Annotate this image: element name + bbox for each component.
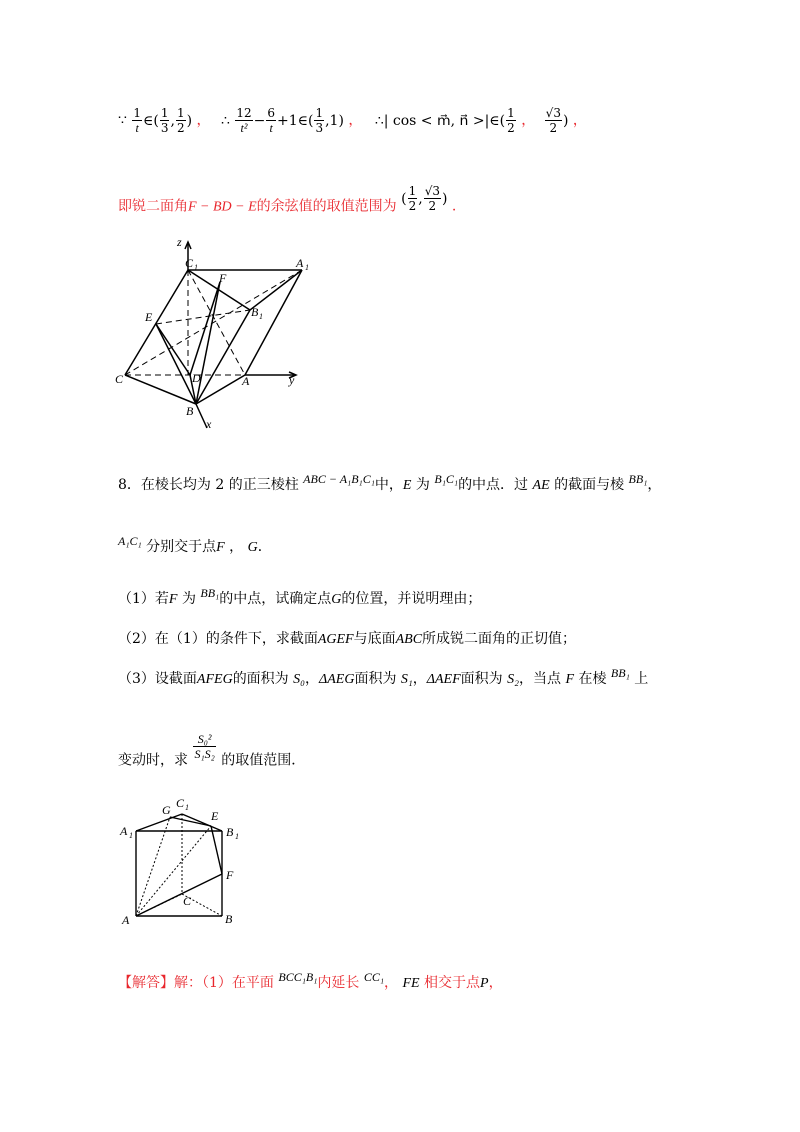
conclusion-text: 即锐二面角: [118, 198, 188, 215]
q1-end: 的位置，并说明理由；: [341, 591, 482, 607]
p8-comma: ，: [647, 477, 662, 493]
q3-end: 的取值范围．: [221, 752, 306, 769]
open-paren: (: [401, 190, 407, 207]
answer-p: P: [480, 976, 489, 991]
label-f: F: [219, 271, 227, 285]
p8-midpoint: 的中点．过: [458, 477, 529, 493]
edge-a-a1: [245, 270, 302, 375]
problem-8-line-2: [118, 536, 272, 556]
p8-section: 的截面与棱: [554, 477, 625, 493]
answer-text-2: 内延长: [317, 975, 360, 991]
in-open: ∈(: [143, 112, 159, 129]
minus: −: [253, 112, 266, 129]
q3-fraction: [193, 732, 215, 761]
plus-one: +1∈(: [276, 112, 314, 129]
frac-den: S₁S₂: [194, 747, 215, 761]
line-e-d: [156, 324, 190, 375]
q1-is: 为: [181, 591, 196, 607]
conclusion-line: [118, 184, 457, 221]
label-sub-1: 1: [185, 803, 189, 812]
label-a: A: [122, 913, 130, 927]
q3-afeg: AFEG: [196, 672, 233, 687]
p8-e: E: [402, 478, 412, 493]
comma: ,: [418, 190, 423, 207]
frac-num: S₀²: [193, 732, 215, 747]
separator: ，: [348, 112, 363, 129]
frac-den: 2: [549, 121, 558, 135]
answer-tag: 【解答】: [118, 975, 174, 991]
frac-num: 12: [236, 106, 252, 120]
label-sub-1: 1: [194, 263, 198, 272]
answer-end: ，: [488, 975, 503, 991]
p8-f: F: [216, 540, 225, 555]
label-sub-1: 1: [235, 832, 239, 841]
label-c: C: [115, 372, 124, 386]
period: .: [451, 198, 457, 215]
p8-intro: 8．在棱长均为 2 的正三棱柱: [118, 477, 299, 493]
answer-plane: BCC₁B₁: [278, 970, 318, 984]
q3-s2: S₂: [507, 672, 519, 687]
close-paren: ): [441, 190, 448, 207]
frac-1-2: [176, 106, 186, 135]
p8-b1c1: B₁C₁: [434, 472, 459, 486]
dashed-e-b1: [156, 310, 250, 324]
frac-sqrt3-2: [545, 106, 562, 135]
frac-den: 3: [160, 121, 169, 135]
p8-bb1: BB₁: [628, 472, 648, 486]
frac-num: 1: [408, 184, 417, 198]
frac-den: 2: [507, 121, 515, 135]
q1-intro: （1）若: [118, 591, 169, 607]
close-paren: ): [186, 112, 193, 129]
label-c1: C: [176, 796, 185, 810]
p8-g: G: [247, 540, 258, 555]
label-g: G: [162, 803, 171, 817]
conclusion-text-2: 的余弦值的取值范围为: [256, 198, 397, 215]
frac-num: 1: [160, 106, 169, 120]
q3-when: ，当点: [518, 671, 561, 687]
frac-den: 2: [176, 121, 185, 135]
label-b: B: [225, 912, 233, 926]
answer-fe: FE: [402, 976, 420, 991]
question-1: [118, 588, 481, 608]
label-c: C: [183, 894, 192, 908]
q3-s0: S₀: [293, 672, 306, 687]
q2-abc: ABC: [395, 632, 423, 647]
q1-f: F: [168, 592, 178, 607]
figure-1-prism-diagram: [110, 232, 320, 437]
q3-c1: ，: [305, 671, 320, 687]
label-e: E: [211, 809, 219, 823]
question-2: [118, 628, 576, 648]
label-b1: B: [251, 305, 259, 319]
q3-on: 在棱: [578, 671, 607, 687]
q3-line2: 变动时，求: [118, 752, 188, 769]
q3-up: 上: [634, 671, 649, 687]
tail: ,1): [325, 112, 344, 129]
label-d: D: [192, 371, 201, 385]
label-a1: A: [120, 824, 128, 838]
edge-a-b: [196, 375, 245, 404]
label-sub-1: 1: [129, 831, 133, 840]
frac-den: t²: [240, 121, 248, 135]
q3-f: F: [565, 672, 574, 687]
q2-mid: 与底面: [353, 631, 396, 647]
frac-num: 1: [315, 106, 324, 120]
p8-intersect: 分别交于点: [146, 539, 217, 555]
because-symbol: ∵: [118, 112, 127, 129]
answer-text-3: 相交于点: [424, 975, 481, 991]
figure-2-prism-diagram: [118, 790, 258, 935]
question-3: [118, 668, 648, 688]
frac-num: 1: [176, 106, 185, 120]
close-paren: ): [562, 112, 569, 129]
answer-text: 解：（1）在平面: [174, 975, 274, 991]
p8-a1c1: A₁C₁: [118, 534, 142, 548]
frac-num: 1: [507, 106, 515, 120]
p8-is: 为: [415, 477, 430, 493]
line-a-f: [136, 874, 222, 916]
label-a1: A: [296, 256, 304, 270]
label-a: A: [242, 374, 250, 388]
q3-intro: （3）设截面: [118, 671, 197, 687]
separator: ，: [521, 112, 536, 129]
label-b1: B: [226, 825, 234, 839]
frac-num: 1: [133, 106, 142, 120]
q3-s1: S₁: [400, 672, 413, 687]
dashed-c1-a: [188, 270, 245, 375]
edge-c-c1: [125, 270, 188, 375]
frac-den: t: [135, 121, 139, 135]
separator: ，: [196, 112, 211, 129]
label-b: B: [186, 404, 194, 418]
label-e: E: [145, 310, 153, 324]
dihedral-expr: F − BD − E: [188, 199, 257, 215]
separator: ，: [572, 112, 587, 129]
p8-dot: ．: [257, 539, 272, 555]
p8-mid: 中，: [374, 477, 403, 493]
therefore-symbol: ∴: [220, 112, 230, 129]
q3-area2: 面积为: [354, 671, 397, 687]
answer-cc1: CC₁: [363, 970, 385, 984]
frac-den: 2: [428, 199, 437, 213]
frac-den: 3: [315, 121, 324, 135]
q2-intro: （2）在（1）的条件下，求截面: [118, 631, 318, 647]
question-3-line-2: [118, 732, 306, 775]
q3-c2: ，: [412, 671, 427, 687]
edge-a1-c1: [136, 814, 182, 831]
cos-expression: ∴| cos < m⃗, n⃗ >|∈(: [374, 112, 506, 129]
label-y: y: [289, 373, 295, 387]
answer-line: [118, 972, 503, 992]
edge-c-b: [125, 375, 196, 404]
q2-end: 所成锐二面角的正切值；: [422, 631, 577, 647]
q3-aef: ΔAEF: [426, 672, 461, 687]
frac-1-3b: [314, 106, 324, 135]
q2-agef: AGEF: [317, 632, 354, 647]
frac-num: √3: [545, 106, 561, 120]
q3-area3: 面积为: [460, 671, 503, 687]
comma: ,: [170, 112, 175, 129]
line-f-e: [211, 826, 222, 874]
label-f: F: [226, 868, 234, 882]
frac-1-2b: [506, 106, 516, 135]
p8-ae: AE: [532, 478, 550, 493]
frac-12-t2: [235, 106, 252, 135]
range-frac-a: [408, 184, 418, 213]
q1-g: G: [331, 592, 342, 607]
frac-1-3: [160, 106, 170, 135]
label-x: x: [206, 417, 212, 431]
label-c1: C: [185, 256, 194, 270]
frac-6-t: [266, 106, 276, 135]
q3-bb1: BB₁: [610, 666, 630, 680]
math-line-1: [118, 106, 587, 135]
q1-bb1: BB₁: [200, 586, 220, 600]
edge-b-b1: [196, 310, 250, 404]
dotted-a-e: [136, 826, 211, 916]
label-sub-1: 1: [305, 263, 309, 272]
frac-num: √3: [424, 184, 440, 198]
q3-aeg: ΔAEG: [319, 672, 355, 687]
q1-rest: 的中点，试确定点: [219, 591, 332, 607]
problem-8-line-1: [118, 474, 661, 494]
answer-sep: ，: [384, 975, 399, 991]
p8-prism: ABC − A₁B₁C₁: [303, 472, 375, 486]
frac-den: t: [269, 121, 273, 135]
q3-area: 的面积为: [232, 671, 289, 687]
label-z: z: [177, 235, 182, 249]
p8-sep: ，: [229, 539, 244, 555]
frac-1-over-t: [132, 106, 142, 135]
range-frac-b: [424, 184, 441, 213]
label-sub-1: 1: [259, 312, 263, 321]
frac-den: 2: [408, 199, 417, 213]
frac-num: 6: [267, 106, 275, 120]
edge-b1-a1: [250, 270, 302, 310]
